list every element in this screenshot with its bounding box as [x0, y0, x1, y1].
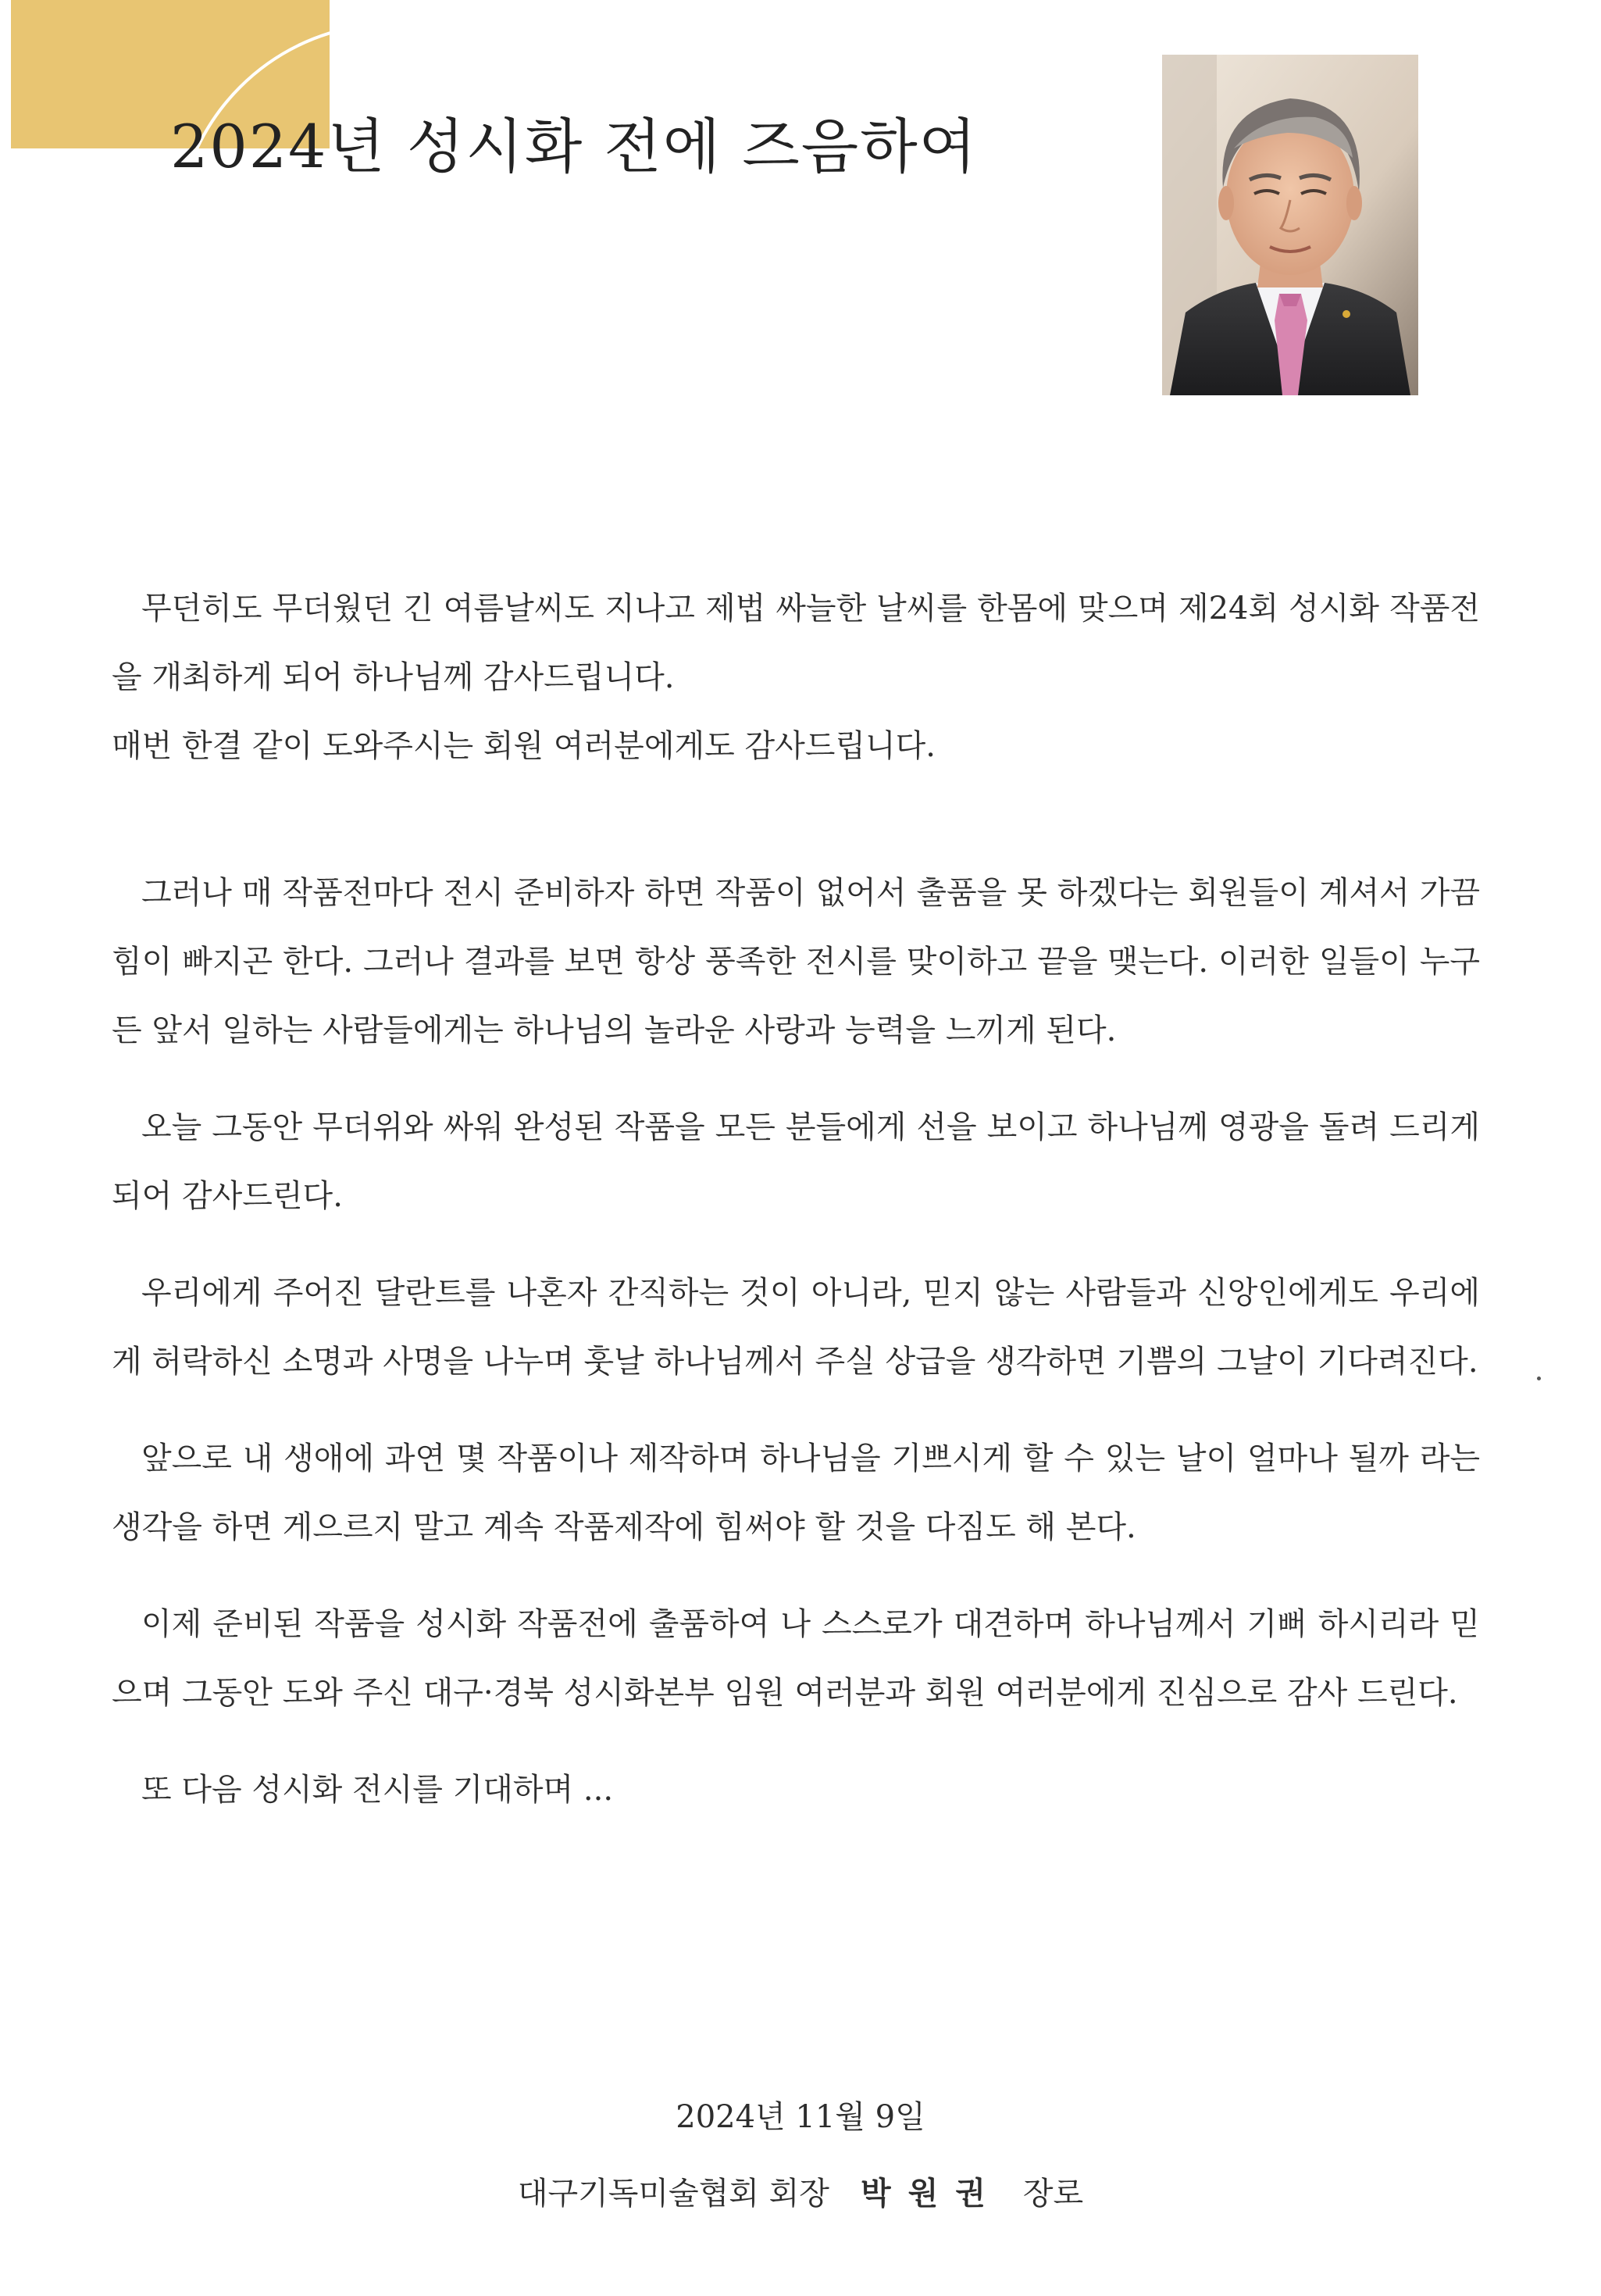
letter-date: 2024년 11월 9일 — [676, 2099, 925, 2135]
paragraph-5: 우리에게 주어진 달란트를 나혼자 간직하는 것이 아니라, 믿지 않는 사람들과 신앙인에게도 우리에게 허락하신 소명과 사명을 나누며 훗날 하나님께서 주실 상급을 생각하면 기쁨의 그날이 기다려진다. — [112, 1275, 1480, 1380]
portrait-photo — [1162, 55, 1418, 395]
signature-line — [0, 2169, 1601, 2213]
page-title: 2024년 성시화 전에 즈음하여 — [170, 112, 979, 181]
portrait-illustration — [1162, 55, 1418, 395]
paragraph-8: 또 다음 성시화 전시를 기대하며 ... — [141, 1772, 614, 1808]
organization-title: 대구기독미술협회 회장 — [517, 2176, 829, 2212]
letter-body — [112, 574, 1480, 1824]
scan-speck — [1537, 1377, 1541, 1380]
paragraph-7: 이제 준비된 작품을 성시화 작품전에 출품하여 나 스스로가 대견하며 하나님께서 기뻐 하시리라 믿으며 그동안 도와 주신 대구·경북 성시화본부 임원 여러분과 회원 여러분에게 진심으로 감사 드린다. — [112, 1606, 1480, 1711]
paragraph-4: 오늘 그동안 무더위와 싸워 완성된 작품을 모든 분들에게 선을 보이고 하나님께 영광을 돌려 드리게 되어 감사드린다. — [112, 1109, 1480, 1214]
signer-role: 장로 — [1022, 2176, 1084, 2212]
paragraph-2: 매번 한결 같이 도와주시는 회원 여러분에게도 감사드립니다. — [112, 728, 936, 764]
paragraph-6: 앞으로 내 생애에 과연 몇 작품이나 제작하며 하나님을 기쁘시게 할 수 있는 날이 얼마나 될까 라는 생각을 하면 게으르지 말고 계속 작품제작에 힘써야 할 것을 다짐도 해 본다. — [112, 1441, 1480, 1545]
signer-name: 박원권 — [860, 2175, 1003, 2212]
paragraph-3: 그러나 매 작품전마다 전시 준비하자 하면 작품이 없어서 출품을 못 하겠다는 회원들이 계셔서 가끔 힘이 빠지곤 한다. 그러나 결과를 보면 항상 풍족한 전시를 맞이하고 끝을 맺는다. 이러한 일들이 누구든 앞서 일하는 사람들에게는 하나님의 놀라운 사랑과 능력을 느끼게 된다. — [112, 875, 1480, 1048]
paragraph-1: 무던히도 무더웠던 긴 여름날씨도 지나고 제법 싸늘한 날씨를 한몸에 맞으며 제24회 성시화 작품전을 개최하게 되어 하나님께 감사드립니다. — [112, 591, 1480, 695]
